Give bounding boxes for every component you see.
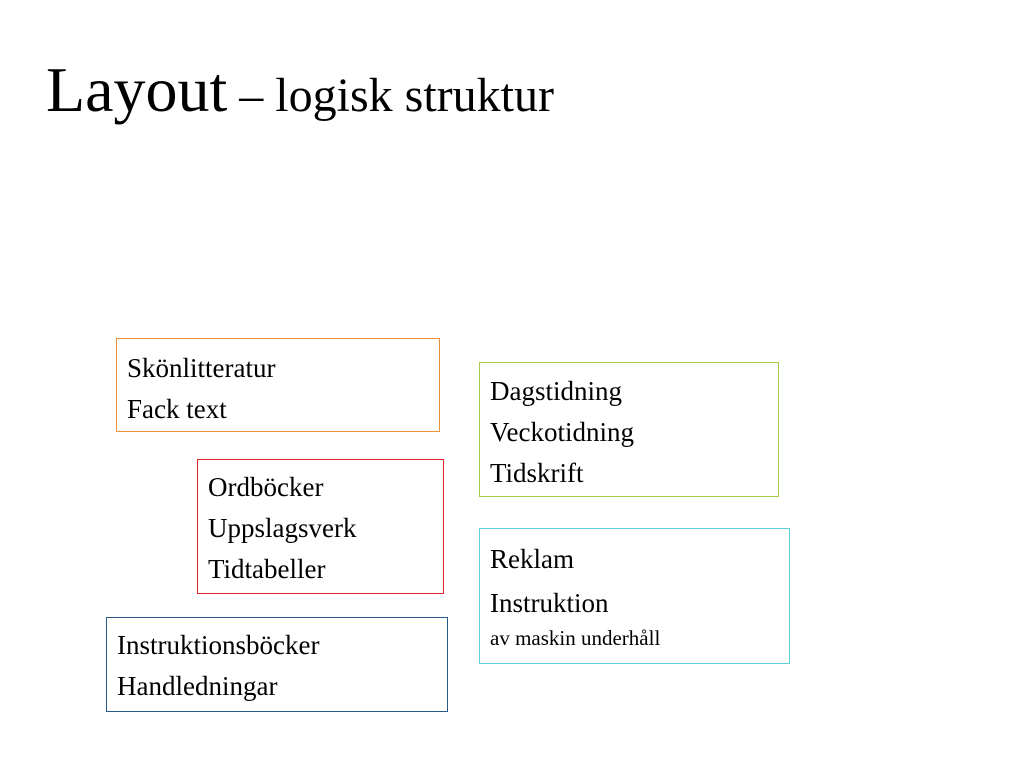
box-line: Tidskrift — [490, 458, 584, 488]
box-line: Uppslagsverk — [208, 513, 357, 543]
box-line: Skönlitteratur — [127, 353, 276, 383]
text-box-press — [479, 362, 779, 497]
box-line: Veckotidning — [490, 417, 634, 447]
box-line: Instruktionsböcker — [117, 630, 320, 660]
text-box-reference — [197, 459, 444, 594]
box-line: Ordböcker — [208, 472, 324, 502]
box-line-small: av maskin underhåll — [490, 626, 661, 650]
box-line: Dagstidning — [490, 376, 622, 406]
slide-title — [46, 54, 554, 125]
title-subtitle: – logisk struktur — [227, 69, 554, 122]
text-box-fiction — [116, 338, 440, 432]
box-line: Reklam — [490, 544, 574, 574]
box-line: Tidtabeller — [208, 554, 326, 584]
box-line: Handledningar — [117, 671, 278, 701]
title-main: Layout — [46, 54, 228, 125]
box-line: Instruktion — [490, 588, 609, 618]
text-box-ads — [479, 528, 790, 664]
box-line: Fack text — [127, 394, 227, 424]
text-box-manuals — [106, 617, 448, 712]
